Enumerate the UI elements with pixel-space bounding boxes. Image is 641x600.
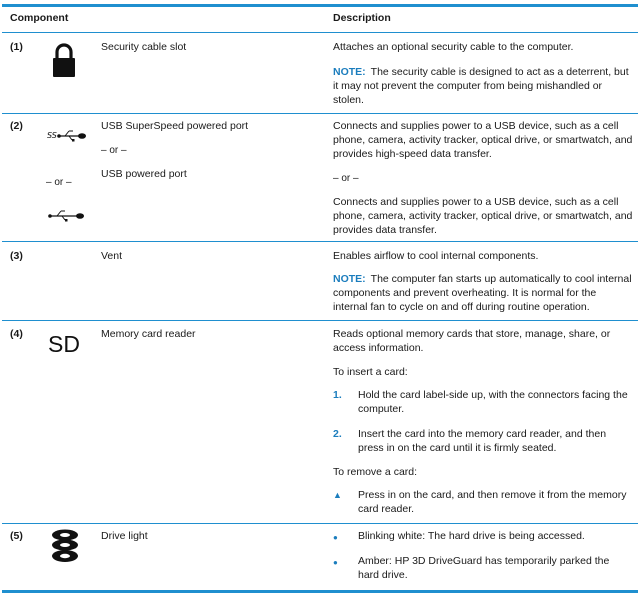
note bbox=[333, 65, 633, 107]
header-rule bbox=[2, 32, 638, 33]
or-separator: – or – bbox=[333, 173, 359, 184]
row-number: (4) bbox=[10, 328, 23, 340]
usb-icon bbox=[47, 208, 85, 222]
component-name: Drive light bbox=[101, 530, 148, 542]
component-name: Security cable slot bbox=[101, 41, 187, 53]
component-description: Enables airflow to cool internal components. bbox=[333, 250, 539, 262]
bullet-icon: ● bbox=[333, 558, 338, 567]
component-name: USB SuperSpeed powered port bbox=[101, 120, 249, 132]
sd-card-icon: SD bbox=[48, 331, 80, 357]
step-text: Hold the card label-side up, with the connectors facing the computer. bbox=[358, 389, 628, 415]
svg-text:SS: SS bbox=[47, 131, 57, 140]
component-description: Connects and supplies power to a USB device, such as a cell phone, camera, activity tracker, optical drive, or smartwatch, and provides data transfer. bbox=[333, 196, 633, 236]
triangle-icon: ▲ bbox=[333, 490, 342, 500]
usb-superspeed-icon bbox=[47, 128, 87, 142]
step-number: 2. bbox=[333, 428, 342, 440]
component-description: Attaches an optional security cable to the computer. bbox=[333, 41, 574, 53]
row-number: (3) bbox=[10, 250, 23, 262]
table-bottom-rule bbox=[2, 590, 638, 593]
row-number: (1) bbox=[10, 41, 23, 53]
component-description: Connects and supplies power to a USB device, such as a cell phone, camera, activity tracker, optical drive, or smartwatch, and provides high-speed data transfer. bbox=[333, 120, 633, 160]
bullet-text: Amber: HP 3D DriveGuard has temporarily parked the hard drive. bbox=[358, 555, 610, 581]
note-text: The security cable is designed to act as a deterrent, but it may not prevent the computer from being mishandled or stolen. bbox=[333, 66, 629, 106]
column-header-component: Component bbox=[10, 12, 69, 24]
note-text: The computer fan starts up automatically to cool internal components and prevent overheating. It is normal for the internal fan to cycle on and off during routine operation. bbox=[333, 273, 632, 313]
row-divider bbox=[2, 241, 638, 242]
step-text: Press in on the card, and then remove it from the memory card reader. bbox=[358, 489, 627, 515]
note-label: NOTE: bbox=[333, 66, 366, 78]
row-divider bbox=[2, 113, 638, 114]
column-header-description: Description bbox=[333, 12, 391, 24]
bullet-text: Blinking white: The hard drive is being accessed. bbox=[358, 530, 585, 542]
row-divider bbox=[2, 523, 638, 524]
component-description: Reads optional memory cards that store, manage, share, or access information. bbox=[333, 328, 611, 354]
note-label: NOTE: bbox=[333, 273, 366, 285]
insert-heading: To insert a card: bbox=[333, 366, 408, 378]
table-top-rule bbox=[2, 4, 638, 7]
or-separator: – or – bbox=[46, 177, 72, 188]
row-number: (5) bbox=[10, 530, 23, 542]
padlock-icon bbox=[52, 42, 76, 78]
step-text: Insert the card into the memory card reader, and then press in on the card until it is firmly seated. bbox=[358, 428, 607, 454]
row-number: (2) bbox=[10, 120, 23, 132]
bullet-icon: ● bbox=[333, 533, 338, 542]
component-name: Vent bbox=[101, 250, 123, 262]
component-name: Memory card reader bbox=[101, 328, 196, 340]
step-number: 1. bbox=[333, 389, 342, 401]
drive-icon bbox=[50, 528, 80, 564]
or-separator: – or – bbox=[101, 145, 127, 156]
note bbox=[333, 272, 633, 314]
row-divider bbox=[2, 320, 638, 321]
component-name: USB powered port bbox=[101, 168, 187, 180]
remove-heading: To remove a card: bbox=[333, 466, 418, 478]
